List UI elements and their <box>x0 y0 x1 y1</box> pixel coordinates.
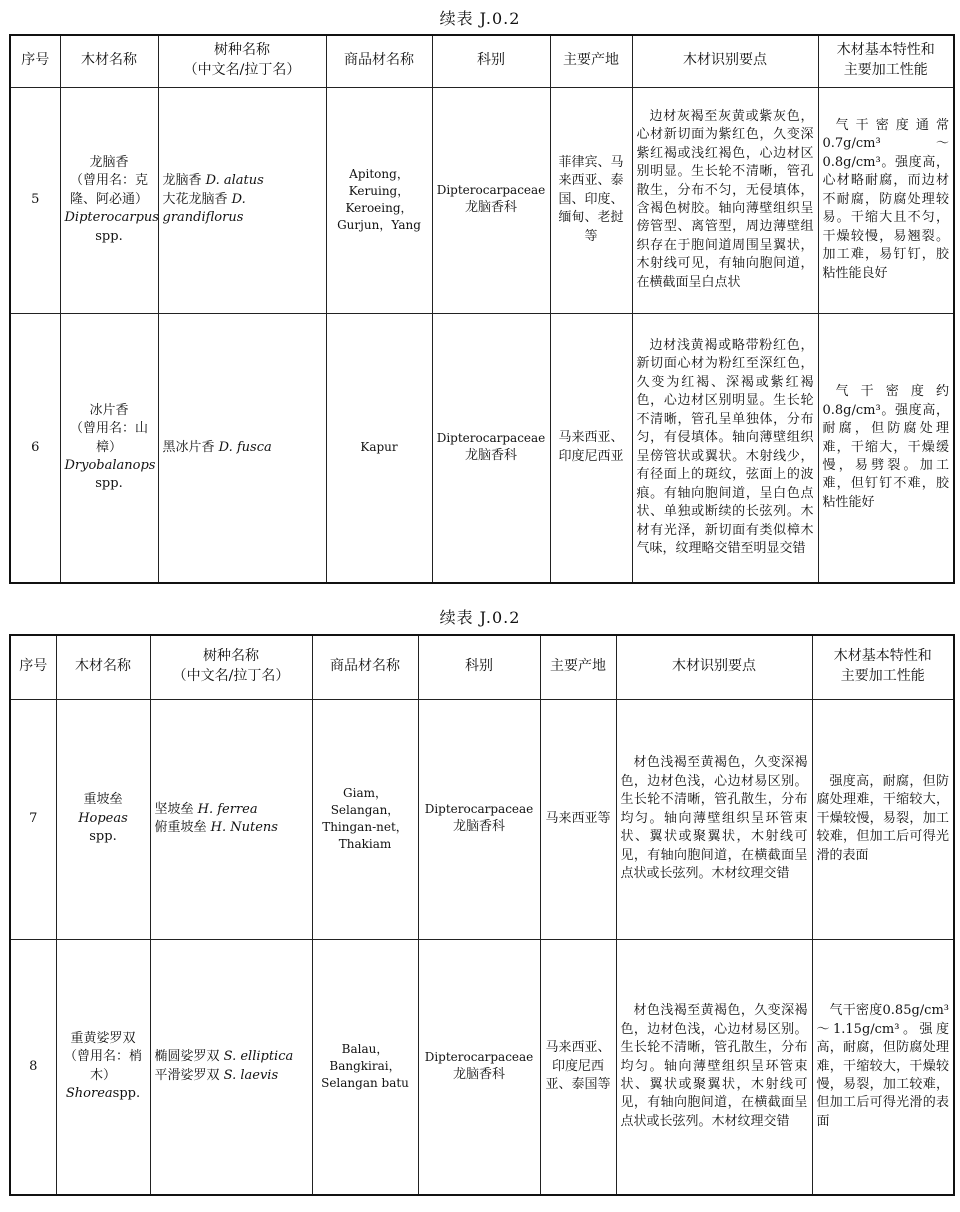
family-cell <box>418 699 540 939</box>
origin-cell: 马来西亚、印度尼西亚 <box>550 313 632 583</box>
species-b-cn: 大花龙脑香 <box>162 191 232 207</box>
species-b-latin: S. laevis <box>223 1067 279 1083</box>
header-identification: 木材识别要点 <box>616 635 812 699</box>
species-cell <box>150 699 312 939</box>
header-row <box>10 35 954 87</box>
species-cell <box>158 313 326 583</box>
wood-name-alias: （曾用名：梢木） <box>63 1049 142 1083</box>
species-cell <box>158 87 326 313</box>
trade-name-cell: Kapur <box>326 313 432 583</box>
species-cell <box>150 939 312 1195</box>
family-cn: 龙脑香科 <box>464 200 517 216</box>
trade-name-cell: Balau，Bangkirai，Selangan batu <box>312 939 418 1195</box>
species-b-cn: 平滑娑罗双 <box>154 1067 224 1083</box>
row-no: 7 <box>10 699 56 939</box>
wood-name-cell <box>56 699 150 939</box>
family-cell <box>418 939 540 1195</box>
species-a-latin: D. fusca <box>218 439 272 455</box>
species-a <box>155 1048 308 1066</box>
species-a <box>163 439 322 457</box>
header-trade-name: 商品材名称 <box>326 35 432 87</box>
species-b <box>155 819 308 837</box>
species-b-latin: D. grandiflorus <box>162 191 246 226</box>
header-properties-line1: 木材基本特性和 <box>836 42 935 59</box>
identification-cell: 边材浅黄褐或略带粉红色，新切面心材为粉红至深红色，久变为红褐、深褐或紫红褐色，心边材区别明显。生长轮不清晰，管孔呈单独体，分布匀，有侵填体。轴向薄壁组织呈傍管状或翼状。木射线少，有径面上的斑纹，弦面上的波痕。有轴向胞间道，呈白色点状、单独或断续的长弦列。木材有光泽，新切面有类似樟木气味，纹理略交错至明显交错 <box>632 313 818 583</box>
header-species-line1: 树种名称 <box>203 648 259 665</box>
wood-name-spp: spp. <box>89 829 117 845</box>
header-no: 序号 <box>10 35 60 87</box>
header-wood-name: 木材名称 <box>56 635 150 699</box>
header-wood-name: 木材名称 <box>60 35 158 87</box>
species-a-cn: 龙脑香 <box>162 173 206 189</box>
header-family: 科别 <box>418 635 540 699</box>
wood-name-spp: spp. <box>95 228 123 244</box>
table-row <box>10 313 954 583</box>
wood-name-latin: Dipterocarpus <box>64 210 159 226</box>
header-properties-line1: 木材基本特性和 <box>833 648 932 665</box>
species-a-latin: D. alatus <box>205 173 264 189</box>
family-latin: Dipterocarpaceae <box>436 431 546 445</box>
properties-cell: 强度高，耐腐，但防腐处理难，干缩较大，干燥较慢，易裂，加工较难，但加工后可得光滑的表面 <box>812 699 954 939</box>
header-properties-line2: 主要加工性能 <box>843 62 928 79</box>
wood-name-cn: 冰片香 <box>89 402 129 418</box>
family-latin: Dipterocarpaceae <box>424 802 534 817</box>
table-caption: 续表 J.0.2 <box>439 608 521 627</box>
species-b <box>163 191 322 228</box>
origin-cell: 菲律宾、马来西亚、泰国、印度、缅甸、老挝等 <box>550 87 632 313</box>
wood-name-cn: 重黄娑罗双 <box>70 1030 136 1046</box>
properties-cell: 气干密度0.85g/cm³～1.15g/cm³。强度高，耐腐，但防腐处理难，干缩较大，干燥较慢，易裂，加工较难，但加工后可得光滑的表面 <box>812 939 954 1195</box>
header-species <box>158 35 326 87</box>
species-b <box>155 1067 308 1085</box>
header-origin: 主要产地 <box>540 635 616 699</box>
header-no: 序号 <box>10 635 56 699</box>
properties-cell: 气干密度通常0.7g/cm³～0.8g/cm³。强度高，心材略耐腐，而边材不耐腐，防腐处理较易。干缩大且不匀，干燥较慢，易翘裂。加工难，易钉钉，胶粘性能良好 <box>818 87 954 313</box>
species-a-latin: S. elliptica <box>223 1049 294 1065</box>
family-cn: 龙脑香科 <box>452 1067 505 1083</box>
family-latin: Dipterocarpaceae <box>424 1050 534 1064</box>
header-origin: 主要产地 <box>550 35 632 87</box>
wood-name-cell <box>60 313 158 583</box>
header-identification: 木材识别要点 <box>632 35 818 87</box>
species-a-cn: 坚坡垒 <box>154 801 198 817</box>
wood-name-cn: 龙脑香 <box>89 154 129 170</box>
species-a-cn: 椭圆娑罗双 <box>154 1049 224 1065</box>
family-cell <box>432 313 550 583</box>
header-row <box>10 635 954 699</box>
header-species-line2: （中文名/拉丁名） <box>183 62 301 79</box>
wood-name-spp: spp. <box>95 476 123 492</box>
wood-name-latin: Dryobalanops <box>64 457 156 473</box>
header-species <box>150 635 312 699</box>
origin-cell: 马来西亚等 <box>540 699 616 939</box>
species-b-latin: H. Nutens <box>210 820 278 835</box>
origin-cell: 马来西亚、印度尼西亚、泰国等 <box>540 939 616 1195</box>
wood-name-cell <box>56 939 150 1195</box>
table-row <box>10 699 954 939</box>
header-properties <box>812 635 954 699</box>
header-properties-line2: 主要加工性能 <box>840 668 925 685</box>
wood-name-alias: （曾用名：克隆、阿必通） <box>69 173 148 207</box>
wood-name-latin: Hopeas <box>78 810 128 826</box>
identification-cell: 材色浅褐至黄褐色，久变深褐色，边材色浅，心边材易区别。生长轮不清晰，管孔散生，分布均匀。轴向薄壁组织呈环管束状、翼状或聚翼状，木射线可见，有轴向胞间道，在横截面呈点状或长弦列。木材纹理交错 <box>616 699 812 939</box>
table-row <box>10 939 954 1195</box>
properties-cell: 气干密度约0.8g/cm³。强度高，耐腐，但防腐处理难，干缩大，干燥缓慢，易劈裂。加工难，但钉钉不难，胶粘性能好 <box>818 313 954 583</box>
wood-name-latin-line <box>61 1085 146 1103</box>
family-cell <box>432 87 550 313</box>
table-row <box>10 87 954 313</box>
family-cn: 龙脑香科 <box>452 819 505 835</box>
family-latin: Dipterocarpaceae <box>436 183 546 198</box>
row-no: 5 <box>10 87 60 313</box>
wood-name-cn: 重坡垒 <box>83 792 123 808</box>
wood-name-cell <box>60 87 158 313</box>
species-a <box>163 172 322 190</box>
header-trade-name: 商品材名称 <box>312 635 418 699</box>
header-species-line2: （中文名/拉丁名） <box>172 668 290 685</box>
identification-cell: 边材灰褐至灰黄或紫灰色，心材新切面为紫红色，久变深紫红褐或浅红褐色，心边材区别明显。生长轮不清晰，管孔散生，分布不匀，无侵填体，含褐色树胶。轴向薄壁组织呈傍管型、离管型，周边薄壁组织存在于胞间道周围呈翼状，木射线可见，有轴向胞间道，在横截面呈白点状 <box>632 87 818 313</box>
species-a <box>155 801 308 819</box>
header-properties <box>818 35 954 87</box>
trade-name-cell: Apitong，Keruing，Keroeing，Gurjun，Yang <box>326 87 432 313</box>
trade-name-cell: Giam，Selangan，Thingan-net，Thakiam <box>312 699 418 939</box>
header-family: 科别 <box>432 35 550 87</box>
wood-table-part-1 <box>9 34 955 584</box>
wood-name-spp: spp. <box>112 1086 141 1102</box>
species-a-latin: H. ferrea <box>197 801 258 817</box>
wood-table-part-2 <box>9 634 955 1196</box>
header-species-line1: 树种名称 <box>214 42 270 59</box>
row-no: 8 <box>10 939 56 1195</box>
identification-cell: 材色浅褐至黄褐色，久变深褐色，边材色浅，心边材易区别。生长轮不清晰，管孔散生，分布均匀。轴向薄壁组织呈环管束状、翼状或聚翼状，木射线可见，有轴向胞间道，在横截面呈点状或长弦列。木材纹理交错 <box>616 939 812 1195</box>
wood-name-latin: Shorea <box>65 1086 113 1102</box>
table-caption: 续表 J.0.2 <box>439 9 521 28</box>
row-no: 6 <box>10 313 60 583</box>
family-cn: 龙脑香科 <box>464 448 517 464</box>
wood-name-alias: （曾用名：山樟） <box>69 421 148 455</box>
species-b-cn: 俯重坡垒 <box>154 820 211 835</box>
species-a-cn: 黑冰片香 <box>162 439 219 455</box>
